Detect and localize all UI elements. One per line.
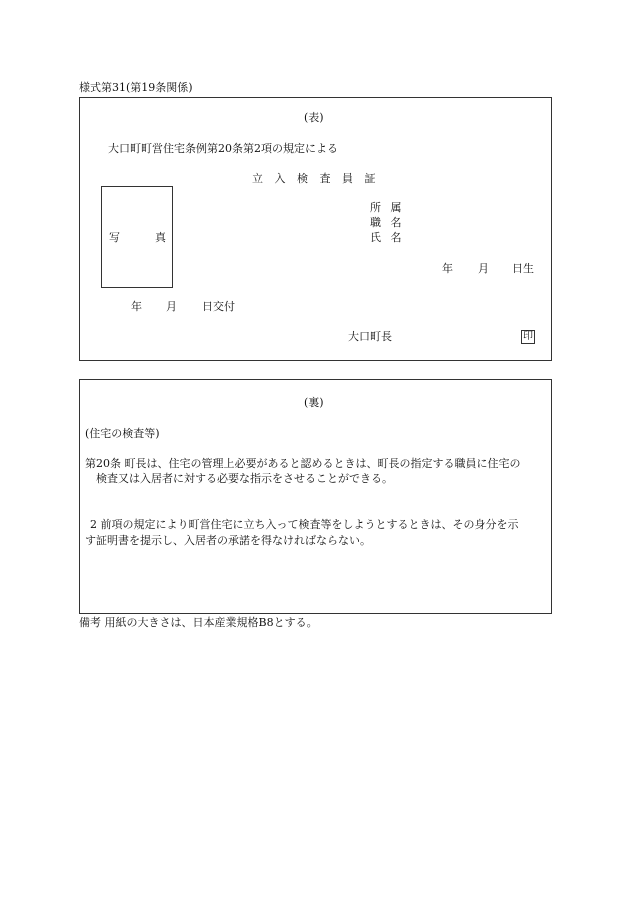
article-2-line-2: す証明書を提示し、入居者の承諾を得なければならない。 — [85, 534, 371, 547]
seal-mark: 印 — [523, 331, 533, 342]
position-label: 職 名 — [370, 216, 405, 229]
birth-year: 年 — [442, 262, 453, 275]
issue-month: 月 — [166, 300, 177, 313]
front-heading: (表) — [304, 111, 324, 124]
form-label: 様式第31(第19条関係) — [79, 81, 193, 94]
back-card — [79, 379, 552, 614]
article-caption: (住宅の検査等) — [85, 427, 160, 440]
back-heading: (裏) — [304, 396, 324, 409]
photo-label-right: 真 — [155, 231, 166, 244]
issue-day: 日交付 — [202, 300, 235, 313]
name-label: 氏 名 — [370, 231, 405, 244]
issue-year: 年 — [131, 300, 142, 313]
article-1-line-1: 第20条 町長は、住宅の管理上必要があると認めるときは、町長の指定する職員に住宅の — [85, 457, 521, 470]
card-title: 立 入 検 査 員 証 — [252, 172, 380, 185]
photo-label-left: 写 — [109, 231, 120, 244]
birth-day: 日生 — [512, 262, 534, 275]
note: 備考 用紙の大きさは、日本産業規格B8とする。 — [79, 616, 318, 629]
affiliation-label: 所 属 — [370, 201, 405, 214]
article-1-line-2: 検査又は入居者に対する必要な指示をさせることができる。 — [96, 472, 393, 485]
birth-month: 月 — [478, 262, 489, 275]
issuer-name: 大口町長 — [348, 330, 392, 343]
article-2-line-1: 2 前項の規定により町営住宅に立ち入って検査等をしようとするときは、その身分を示 — [90, 518, 519, 531]
front-intro: 大口町町営住宅条例第20条第2項の規定による — [108, 142, 338, 155]
